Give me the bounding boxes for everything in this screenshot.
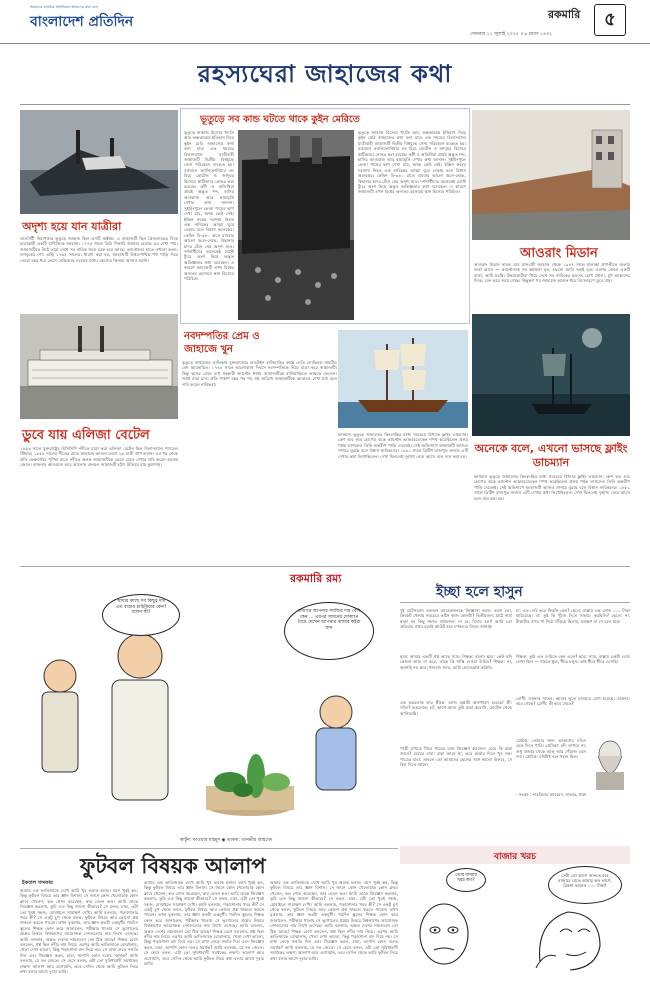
warship-photo	[472, 110, 630, 240]
story-title-eliza: ডুবে যায় এলিজা বেটেল	[22, 428, 150, 443]
bazar-meme-face-left	[414, 900, 474, 970]
joke-5: মা: এত দেরি করে ফিরলি কেন? ছেলে: রাস্তায় এক লোক ১০০ টাকা হারিয়েছে। মা: তুই কি খুঁজে দিতে সাহায্য করছিলি? ছেলে: না, টাকাটার ওপর পা দিয়ে দাঁড়িয়ে ছিলাম, যতক্ষণ না সে চলে যায়।	[516, 608, 630, 624]
issue-date: সোমবার ২১ জুলাই ২০২৫ ॥ ৬ শ্রাবণ ১৪৩২	[470, 32, 553, 37]
bazar-panel	[400, 846, 630, 980]
story-title-ourang: আওরাং মিডান	[520, 246, 598, 261]
story-title-lovibond: নবদম্পতির প্রেম ও জাহাজে খুন	[184, 331, 260, 355]
section-label: রকমারি	[548, 8, 581, 21]
joke-8: প্রেমিক: তোমার জন্য আকাশের চাঁদও এনে দিতে পারি। প্রেমিকা: চাঁদ লাগবে না, শুধু বাজার থেকে আলু আর পেঁয়াজ এনে দাও। প্রেমিক: চাঁদটাই বরং সহজ ছিল।	[516, 738, 586, 760]
speech-bubble-2: বাজারে আপনার সবজির দাম বেশি কেন ... এরপর সামনের দোকানে গিয়ে দেখেন আপনার বাজার কইরা যান	[284, 602, 374, 660]
joke-1: দুই ব্যাটসম্যান একজন আরেকজনকে জিজ্ঞাসা করল: বলো তো, ক্রিকেট খেলায় সবচেয়ে কঠিন কাজ কোনটা? দ্বিতীয়জন: মাঠে নামা ছাড়া সব কিছু সহজ। প্রথমজন: না রে, বিদায় বলা! আমি তো প্রতিবার প্রথম বলেই আউট হয়ে দর্শকদের বিদায় জানাই।	[400, 608, 512, 630]
story-body-adrishya: ডাওনিটী নিরাপত্তার ভূতুড়ে জাহাজ ছিল এসটি অক্টাভ। এ জাহাজটি ছিল গ্রিনল্যান্ডের দিকে যাত্রাকারী একটি বাণিজ্যিক জাহাজ। ১৭৭৫ সালে তিমি শিকারি জাহাজ হেরাল্ড এর দেখা পায়। জাহাজটিতে উঠে তারা দেখে সব নাবিক জমে বরফ হয়ে আছে। ক্যাপ্টেনের হাতে তখনো কলম, লগবুকের শেষ এন্ট্রি ১৭৬২ সালের। ধারণা করা হয়, জাহাজটি উত্তর-পশ্চিম পথ পাড়ি দিয়ে তেরো বছর ধরে ভেসে বেড়িয়েছে বরফের মধ্যে। রহস্যের কিনারা আজও হয়নি।	[20, 236, 178, 263]
flying-dutchman-photo	[472, 314, 630, 436]
rommo-label: রকমারি রম্য	[290, 572, 342, 585]
bazar-title: বাজার খরচ	[493, 852, 537, 862]
section-rule	[20, 566, 630, 567]
tagore-sketch	[588, 736, 630, 790]
jokes-panel	[400, 578, 630, 842]
page-number: ৫	[594, 4, 626, 36]
story-body-queen-mary-left: ভূতুড়ে জাহাজ হিসেবে খ্যাতি আর অন্ধকারময় ইতিহাস নিয়ে কুইন মেরি জাহাজের কথা বলা যায়। এক সময়ের বিলাসবহুল যাত্রীবাহী জাহাজটি দ্বিতীয় বিশ্বযুদ্ধে সেনা পরিবহনে ব্যবহৃত হয়। বর্তমানে ক্যালিফোর্নিয়ার লং বিচে হোটেল ও জাদুঘর হিসেবে স্থায়ীভাবে নোঙর করা রয়েছে। কর্মী ও অতিথিরা প্রায়ই অদ্ভুত শব্দ, হাসির আওয়াজ আর ছায়ামূর্তি দেখার কথা জানান। সুইমিংপুলে ভেজা পায়ের ছাপ দেখা যায়, অথচ কেউ নেই। ইঞ্জিন রুমের দরজায় নিহত এক নাবিকের আত্মা ঘুরে বেড়ায় বলে বিশ্বাস অনেকের। কেবিন বি-৩৪০ রাতে বারবার আলো জ্বলে-নেভে, বিছানার চাদর টেনে নেয় অদৃশ্য হাত। দর্শনার্থীদের অনেকেই ঘোস্ট ট্যুরে অংশ নিয়ে অদ্ভুত অভিজ্ঞতার কথা বলেছেন। এ কারণে জাহাজটি এখন বিশ্বের অন্যতম রহস্যময় স্থান হিসেবে পরিচিত।	[184, 130, 234, 281]
speech-bubble-1: আমার কাছে সব কিছুর দাম এত বাড়ায় চাচিমিয়ার কেন? বলেন কী?	[102, 594, 180, 636]
joke-7: রোগী: ডাক্তার সাহেব, আমার ভুলে যাওয়ার রোগ হয়েছে। ডাক্তার: কবে থেকে? রোগী: কী কবে থেকে?	[516, 696, 630, 707]
football-title: ফুটবল বিষয়ক আলাপ	[80, 854, 266, 878]
brand-tagline: আমাদের মানচিত্র প্রতিনিয়ত আমাদের কথা বলে	[30, 5, 98, 9]
story-body-eliza: ১৮৫৩ সালে যুক্তরাষ্ট্রের মিসিসিপি নদীতে যাত্রা করা এলিজা বেটেল ছিল বিলাসবহুল প্যাডেল স্টিমার। ১৮৫৮ সালের শীতের রাতে জাহাজে আগুন লেগে ২৬ যাত্রী প্রাণ হারান। এর পর থেকে প্রতি ফেব্রুয়ারির পূর্ণিমা রাতে নদীতে জ্বলন্ত জাহাজটিকে ভেসে যেতে দেখার দাবি করেন অনেক জেলে। বাজনার আওয়াজ আর আলোয় ঝলমল জাহাজটি হঠাৎ মিলিয়ে যায় কুয়াশায়।	[20, 446, 178, 468]
brand-logo: বাংলাদেশ প্রতিদিন	[30, 14, 134, 30]
story-body-lovibond: ভূতুড়ে জাহাজের তালিকায় যুক্তরাজ্যের গুডউইন বালিয়াড়ির কাছে লেডি লোভিবন্ড নামটিও বেশ আলোচিত। ১৭৪৮ সালে ভালোবাসা দিবসে নবদম্পতিকে নিয়ে যাত্রা করে জাহাজটি। কিন্তু কনের প্রেমে ব্যর্থ সহকারী ক্যাপ্টেন ঈর্ষায় জাহাজটিকে বালিয়াড়িতে আছড়ে ফেলেন। সবাই মারা যান। প্রতি পঞ্চাশ বছর পর পর ওই তারিখে জাহাজটিকে আবারও দেখা যায় বলে দাবি করেন নাবিকরা।	[182, 360, 337, 387]
headline-rule	[20, 104, 630, 105]
queen-mary-photo	[238, 130, 354, 320]
joke-6: শিক্ষক: তুমি এত দেরিতে কেন এলে? ছাত্র: স্যার, রাস্তায় একটা বোর্ড লেখা ছিল — সামনে স্কুল, ধীরে চলুন। তাই ধীরে ধীরে এসেছি।	[516, 654, 630, 665]
story-body-dutchman: ভাসমান ভূতুড়ে জাহাজের কিংবদন্তির মধ্যে সবচেয়ে বিখ্যাত ফ্লাইং ডাচম্যান। কেপ অব গুড হোপের ঝড়ে ক্যাপ্টেন ভ্যান্ডারডেকেন শপথ করেছিলেন প্রলয় পর্যন্ত লাগলেও তিনি অন্তরীপ পাড়ি দেবেনই। সেই অভিশাপে জাহাজটি আজও সাগরে ঘুরছে বলে বিশ্বাস নাবিকদের। ১৮৮১ সালে ব্রিটিশ রাজপুত্র জর্জও এটি দেখার কথা লিখেছিলেন। দেখা মিললেই দুর্ভাগ্য নেমে আসে বলে মনে করা হয়।	[338, 432, 468, 459]
masthead	[0, 0, 650, 44]
bazar-meme-face-right	[530, 902, 610, 974]
bazar-bubble-a: সেটা তো আগে জানতে হবে বাজারে যেতে আমার কত লাগে, রিকশা ভাড়াও ১০০ টাকা!	[548, 866, 622, 904]
jokes-credit: - সংগ্রহ : শাহরিয়ার আহমেদ, সাভার, ঢাকা	[516, 792, 587, 797]
ship-wreck-photo	[20, 110, 178, 214]
galleon-photo	[338, 330, 468, 428]
bazar-bubble-q: তোর বাজার খরচ কত?	[446, 868, 486, 892]
football-body-col1: আমার এক ভাতিজাকে দেখে আমি খুব অবাক হলাম। বয়স খুবই কম, কিন্তু ফুটবল বিষয়ে তার জ্ঞান বিশাল। সে জানে কোন খেলোয়াড় কোন ক্লাবে খেলেন, কত গোল করেছেন, কার বেতন কত। আমি তাকে জিজ্ঞেস করলাম, তুমি এত কিছু জানো কীভাবে? সে বলল, চাচা, এটা তো খুবই সহজ, মোবাইলে সারাক্ষণ দেখি। আমি বললাম, পড়াশোনার খবর কী? সে একটু চুপ থেকে বলল, ফুটবল বিষয়ে আর কোনো প্রশ্ন থাকলে করতে পারেন। তখন বুঝলাম, তার জ্ঞান কতটা একমুখী। পরদিন স্কুলের শিক্ষক ফোন করে জানালেন, পরীক্ষার খাতায় সে ভূগোলের প্রশ্নের উত্তরে বিশ্বকাপের আয়োজক দেশগুলোর নাম লিখে এসেছে। আমি বললাম, অন্তত দেশের নামগুলো তো ঠিক আছে! শিক্ষক রেগে বললেন, প্রশ্ন ছিল নদীর নাম নিয়ে। এরপর আমি ভাতিজাকে বোঝালাম, খেলা দেখা ভালো, কিন্তু পড়াশোনা বাদ দিয়ে নয়। সে মাথা নেড়ে সম্মতি দিল এবং জিজ্ঞেস করল, চাচা, আপনি কোন দলের সমর্থক? আমি বললাম, যে দল জেতে। সে হেসে বলল, এটা তো সুবিধাবাদী সমর্থকের লক্ষণ। আলাপ আর এগোয়নি, তবে সেদিন থেকে আমি ফুটবল নিয়ে কথা বলার আগে দুবার ভাবি।	[20, 888, 138, 975]
steamboat-photo	[20, 314, 178, 419]
football-rule	[20, 848, 398, 849]
joke-2: ছাত্র: আমার একটি প্রশ্ন আছে স্যার। শিক্ষক: বলো। ছাত্র: কেউ যদি কোনো কাজ না করে, তাকে কি শাস্তি দেওয়া উচিত? শিক্ষক: না, অবশ্যই না। ছাত্র: ধন্যবাদ স্যার, আমি হোমওয়ার্ক করিনি।	[400, 654, 512, 670]
jokes-rule	[400, 602, 630, 603]
jokes-title: ইচ্ছা হলে হাসুন	[436, 584, 523, 600]
feature-headline: রহস্যঘেরা জাহাজের কথা	[197, 60, 453, 88]
story-body-queen-mary-right: ভূতুড়ে জাহাজ হিসেবে খ্যাতি আর অন্ধকারময় ইতিহাস নিয়ে কুইন মেরি জাহাজের কথা বলা যায়। এক সময়ের বিলাসবহুল যাত্রীবাহী জাহাজটি দ্বিতীয় বিশ্বযুদ্ধে সেনা পরিবহনে ব্যবহৃত হয়। বর্তমানে ক্যালিফোর্নিয়ার লং বিচে হোটেল ও জাদুঘর হিসেবে স্থায়ীভাবে নোঙর করা রয়েছে। কর্মী ও অতিথিরা প্রায়ই অদ্ভুত শব্দ, হাসির আওয়াজ আর ছায়ামূর্তি দেখার কথা জানান। সুইমিংপুলে ভেজা পায়ের ছাপ দেখা যায়, অথচ কেউ নেই। ইঞ্জিন রুমের দরজায় নিহত এক নাবিকের আত্মা ঘুরে বেড়ায় বলে বিশ্বাস অনেকের। কেবিন বি-৩৪০ রাতে বারবার আলো জ্বলে-নেভে, বিছানার চাদর টেনে নেয় অদৃশ্য হাত। দর্শনার্থীদের অনেকেই ঘোস্ট ট্যুরে অংশ নিয়ে অদ্ভুত অভিজ্ঞতার কথা বলেছেন। এ কারণে জাহাজটি এখন বিশ্বের অন্যতম রহস্যময় স্থান হিসেবে পরিচিত।	[358, 130, 466, 195]
football-author: ইকবাল খন্দকার	[22, 880, 53, 886]
football-body-col3: আমার এক ভাতিজাকে দেখে আমি খুব অবাক হলাম। বয়স খুবই কম, কিন্তু ফুটবল বিষয়ে তার জ্ঞান বিশাল। সে জানে কোন খেলোয়াড় কোন ক্লাবে খেলেন, কত গোল করেছেন, কার বেতন কত। আমি তাকে জিজ্ঞেস করলাম, তুমি এত কিছু জানো কীভাবে? সে বলল, চাচা, এটা তো খুবই সহজ, মোবাইলে সারাক্ষণ দেখি। আমি বললাম, পড়াশোনার খবর কী? সে একটু চুপ থেকে বলল, ফুটবল বিষয়ে আর কোনো প্রশ্ন থাকলে করতে পারেন। তখন বুঝলাম, তার জ্ঞান কতটা একমুখী। পরদিন স্কুলের শিক্ষক ফোন করে জানালেন, পরীক্ষার খাতায় সে ভূগোলের প্রশ্নের উত্তরে বিশ্বকাপের আয়োজক দেশগুলোর নাম লিখে এসেছে। আমি বললাম, অন্তত দেশের নামগুলো তো ঠিক আছে! শিক্ষক রেগে বললেন, প্রশ্ন ছিল নদীর নাম নিয়ে। এরপর আমি ভাতিজাকে বোঝালাম, খেলা দেখা ভালো, কিন্তু পড়াশোনা বাদ দিয়ে নয়। সে মাথা নেড়ে সম্মতি দিল এবং জিজ্ঞেস করল, চাচা, আপনি কোন দলের সমর্থক? আমি বললাম, যে দল জেতে। সে হেসে বলল, এটা তো সুবিধাবাদী সমর্থকের লক্ষণ। আলাপ আর এগোয়নি, তবে সেদিন থেকে আমি ফুটবল নিয়ে কথা বলার আগে দুবার ভাবি।	[270, 880, 398, 961]
story-title-queen-mary: ভূতুড়ে সব কান্ড ঘটতে থাকে কুইন মেরিতে	[200, 114, 360, 125]
joke-4: পাত্রী দেখতে গিয়ে পাত্রের বাবা জিজ্ঞেস করলেন: মেয়ে কি রান্না জানে? মেয়ের বাবা: রান্না জানে না, তবে অর্ডার দিতে খুব দক্ষ। পাত্রের বাবা: তাহলে তো আমাদের ছেলের সঙ্গে ভালো মিলবে, সে বিল দিতে জানে।	[400, 746, 512, 768]
cartoon-credit: কার্টুন: কাওছার মাহমুদ ◉ ভাবনা: তানভীর আহমেদ	[180, 838, 273, 843]
story-body-dutchman-more: ভাসমান ভূতুড়ে জাহাজের কিংবদন্তির মধ্যে সবচেয়ে বিখ্যাত ফ্লাইং ডাচম্যান। কেপ অব গুড হোপের ঝড়ে ক্যাপ্টেন ভ্যান্ডারডেকেন শপথ করেছিলেন প্রলয় পর্যন্ত লাগলেও তিনি অন্তরীপ পাড়ি দেবেনই। সেই অভিশাপে জাহাজটি আজও সাগরে ঘুরছে বলে বিশ্বাস নাবিকদের। ১৮৮১ সালে ব্রিটিশ রাজপুত্র জর্জও এটি দেখার কথা লিখেছিলেন। দেখা মিললেই দুর্ভাগ্য নেমে আসে বলে মনে করা হয়।	[474, 474, 630, 501]
story-title-dutchman: অনেকে বলে, এখনো ভাসছে ফ্লাইং ডাচম্যান	[474, 442, 628, 469]
football-body-col2: আমার এক ভাতিজাকে দেখে আমি খুব অবাক হলাম। বয়স খুবই কম, কিন্তু ফুটবল বিষয়ে তার জ্ঞান বিশাল। সে জানে কোন খেলোয়াড় কোন ক্লাবে খেলেন, কত গোল করেছেন, কার বেতন কত। আমি তাকে জিজ্ঞেস করলাম, তুমি এত কিছু জানো কীভাবে? সে বলল, চাচা, এটা তো খুবই সহজ, মোবাইলে সারাক্ষণ দেখি। আমি বললাম, পড়াশোনার খবর কী? সে একটু চুপ থেকে বলল, ফুটবল বিষয়ে আর কোনো প্রশ্ন থাকলে করতে পারেন। তখন বুঝলাম, তার জ্ঞান কতটা একমুখী। পরদিন স্কুলের শিক্ষক ফোন করে জানালেন, পরীক্ষার খাতায় সে ভূগোলের প্রশ্নের উত্তরে বিশ্বকাপের আয়োজক দেশগুলোর নাম লিখে এসেছে। আমি বললাম, অন্তত দেশের নামগুলো তো ঠিক আছে! শিক্ষক রেগে বললেন, প্রশ্ন ছিল নদীর নাম নিয়ে। এরপর আমি ভাতিজাকে বোঝালাম, খেলা দেখা ভালো, কিন্তু পড়াশোনা বাদ দিয়ে নয়। সে মাথা নেড়ে সম্মতি দিল এবং জিজ্ঞেস করল, চাচা, আপনি কোন দলের সমর্থক? আমি বললাম, যে দল জেতে। সে হেসে বলল, এটা তো সুবিধাবাদী সমর্থকের লক্ষণ। আলাপ আর এগোয়নি, তবে সেদিন থেকে আমি ফুটবল নিয়ে কথা বলার আগে দুবার ভাবি।	[144, 880, 264, 967]
joke-3: এক ভদ্রলোক তার স্ত্রীকে: আজ রান্নাটা অসাধারণ হয়েছে! স্ত্রী: সত্যি? ভদ্রলোক: হ্যাঁ, কারণ আজ তুমি রান্না করোনি, হোটেল থেকে আনিয়েছি।	[400, 700, 512, 716]
story-body-ourang: আওরাং মিডান নামক ডাচ মালবাহী জাহাজ থেকে ১৯৪৭ সালে মালাক্কা প্রণালীতে জরুরি বার্তা আসে — ক্যাপ্টেনসহ সব কর্মকর্তা মৃত, হয়তো আমি সবাই মৃত। এরপর কেবল একটি বার্তা, আমি মরছি। উদ্ধারকারীরা গিয়ে দেখে সব নাবিকের মৃতদেহ চোখ খোলা, মুখ আকাশের দিকে, যেন ভয়ে জমে গেছে। কিছুক্ষণ পর জাহাজে আগুন ধরে বিস্ফোরণে ডুবে যায়।	[474, 262, 630, 284]
story-title-adrishya: অদৃশ্য হয়ে যান যাত্রীরা	[22, 220, 122, 233]
